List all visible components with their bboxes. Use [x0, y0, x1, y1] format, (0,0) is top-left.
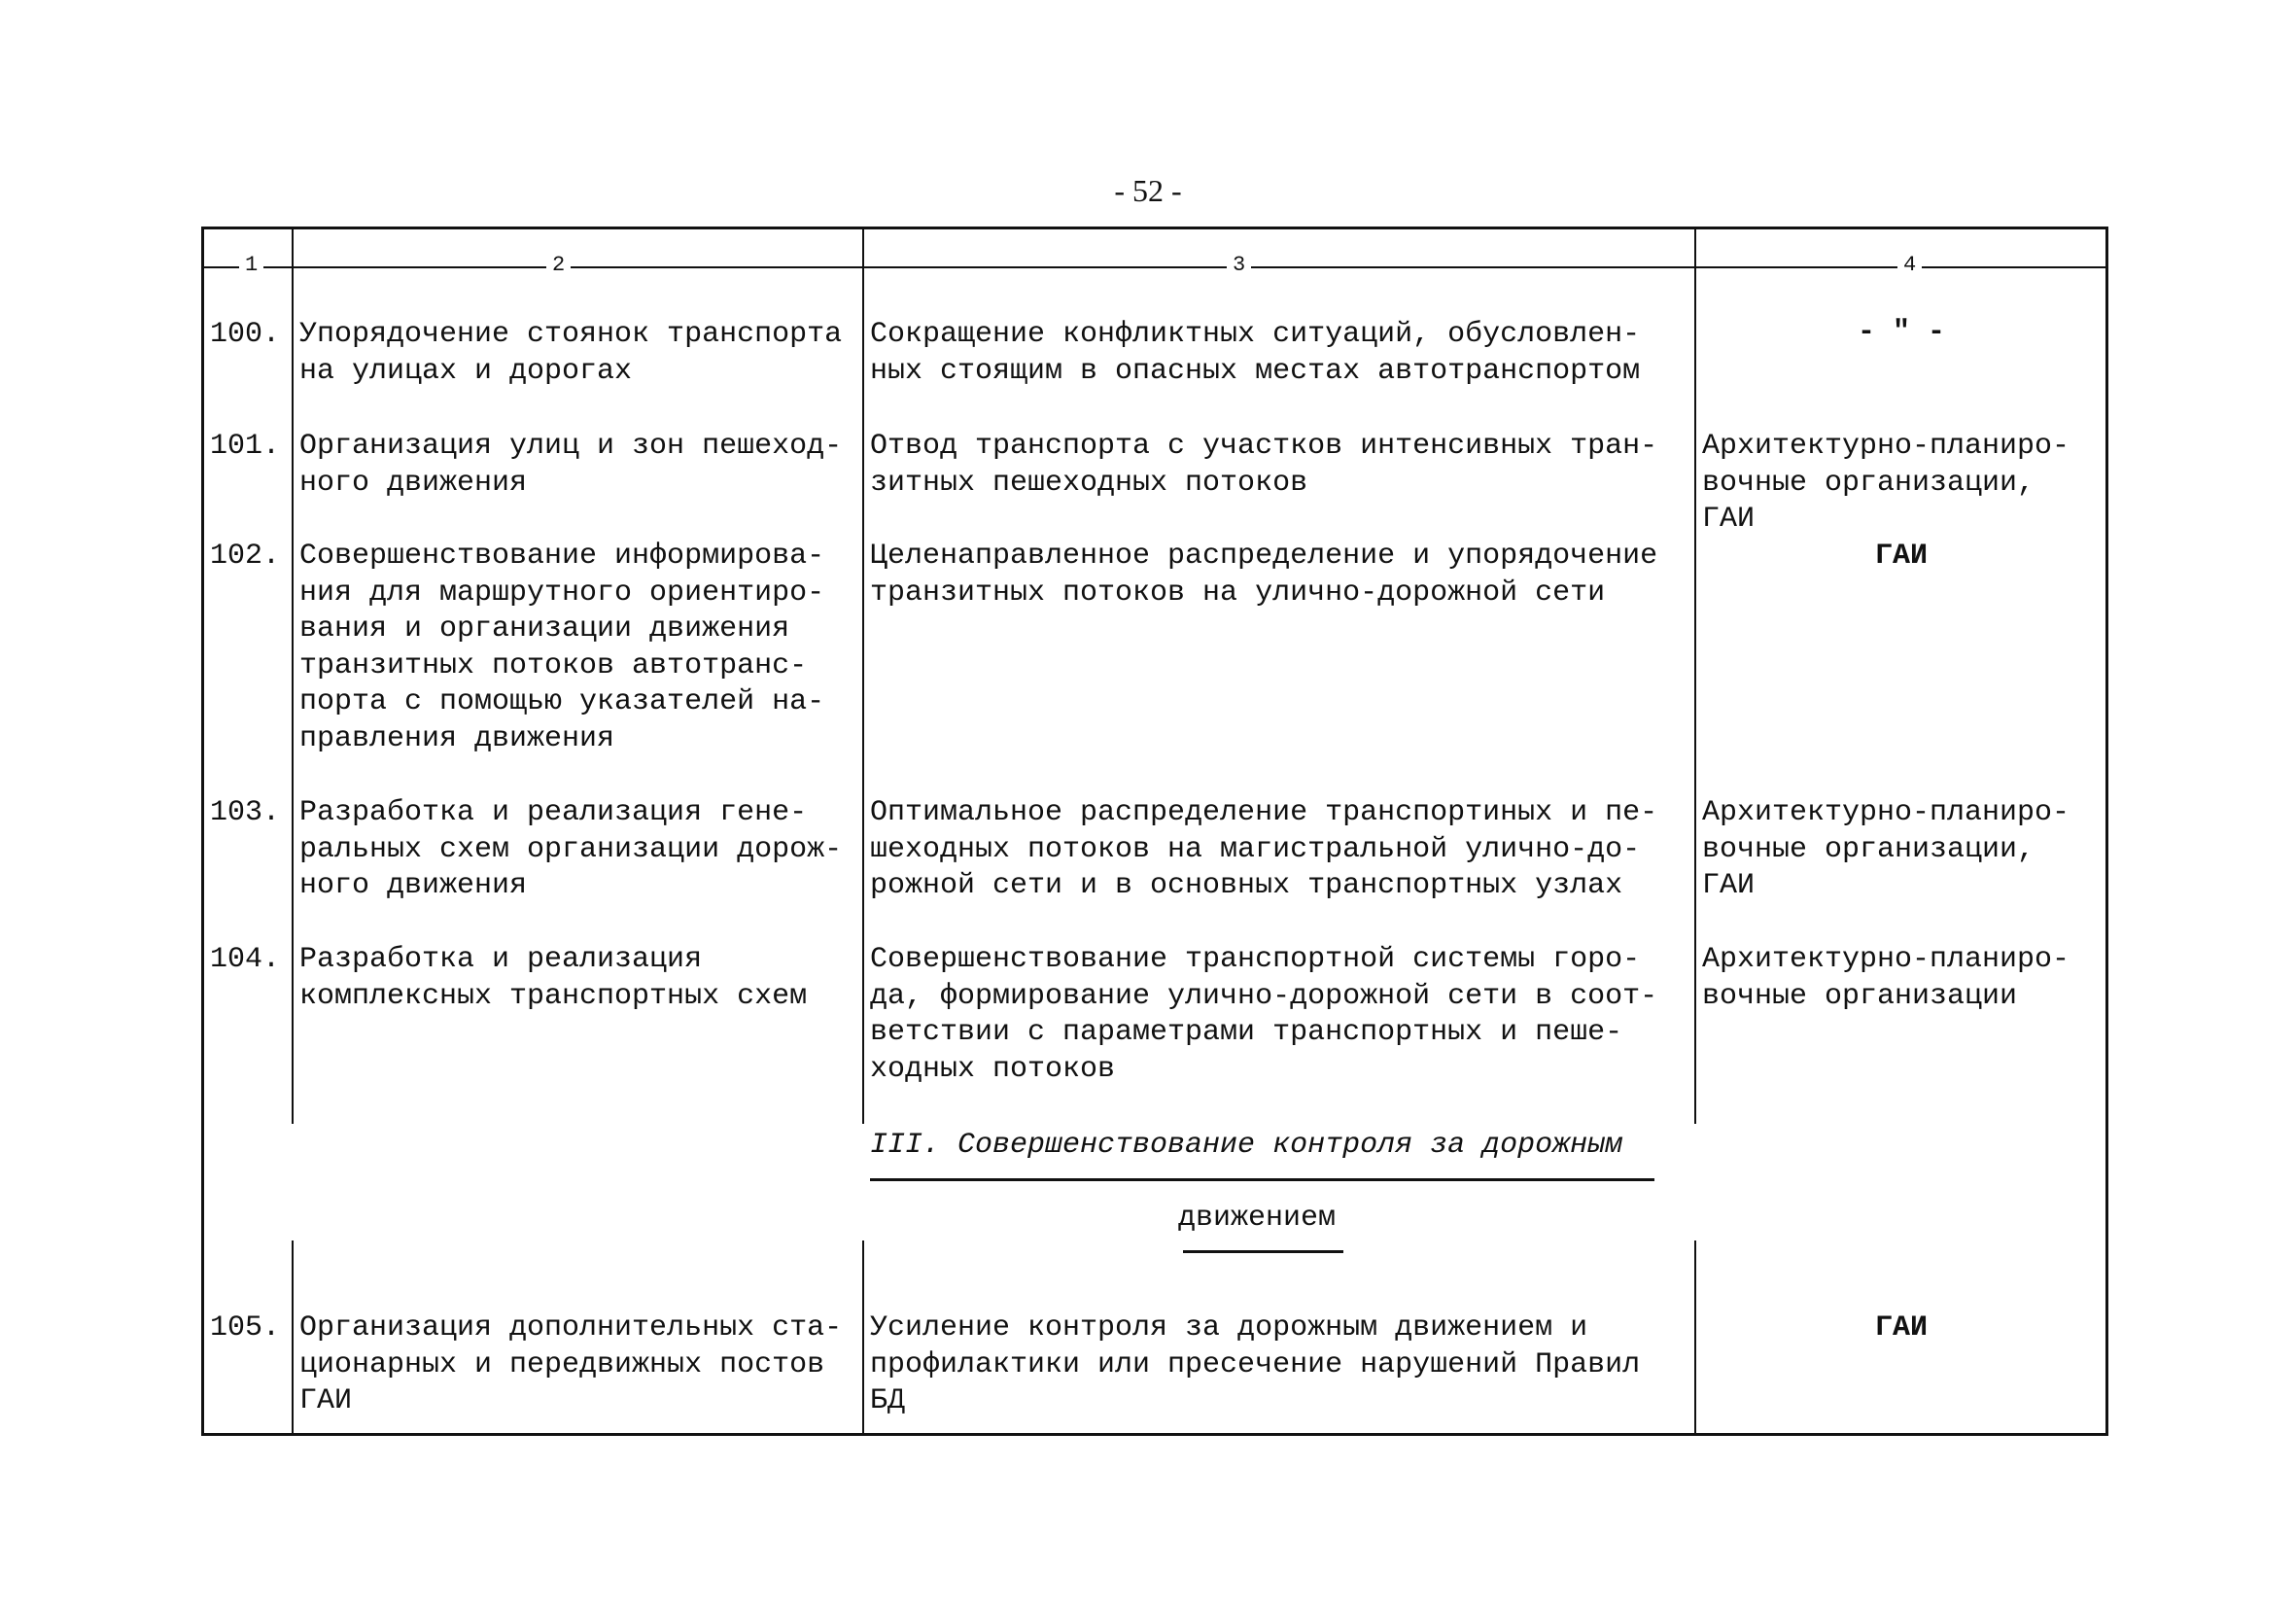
header-rule: [204, 266, 2105, 268]
column-number-1: 1: [239, 251, 263, 280]
row-105-number: 105.: [210, 1311, 281, 1345]
row-100-number: 100.: [210, 318, 281, 351]
row-104-measure: Разработка и реализация комплексных транспортных схем: [299, 943, 808, 1013]
column-divider-1: [292, 229, 294, 1124]
row-102-number: 102.: [210, 540, 281, 573]
column-divider-3: [1694, 229, 1696, 1124]
section-title-continued: движением: [1178, 1202, 1337, 1235]
page-number: - 52 -: [1114, 173, 1182, 208]
row-105-result: Усиление контроля за дорожным движением и профилактики или пресечение нарушений Правил БД: [870, 1311, 1641, 1417]
section-title: III. Совершенствование контроля за дорожным: [870, 1129, 1623, 1162]
row-103-measure: Разработка и реализация гене- ральных схем организации дорож- ного движения: [299, 796, 843, 902]
column-divider-2: [862, 229, 864, 1124]
row-104-executor: Архитектурно-планиро- вочные организации: [1702, 943, 2070, 1013]
row-102-executor: ГАИ: [1874, 540, 1928, 573]
row-100-measure: Упорядочение стоянок транспорта на улицах и дорогах: [299, 318, 843, 388]
row-101-result: Отвод транспорта с участков интенсивных тран- зитных пешеходных потоков: [870, 430, 1658, 500]
row-103-number: 103.: [210, 796, 281, 829]
row-100-executor: - " -: [1857, 316, 1945, 349]
column-divider-1-lower: [292, 1240, 294, 1436]
row-105-executor: ГАИ: [1874, 1311, 1928, 1345]
column-divider-2-lower: [862, 1240, 864, 1436]
row-103-result: Оптимальное распределение транспортиных и пе- шеходных потоков на магистральной улично-до- рожной сети и в основных транспортных узлах: [870, 796, 1658, 902]
measures-table: [201, 227, 2108, 1436]
row-104-result: Совершенствование транспортной системы горо- да, формирование улично-дорожной сети в соот- ветствии с параметрами транспортных и пеше- ходных потоков: [870, 943, 1658, 1086]
row-100-result: Сокращение конфликтных ситуаций, обусловлен- ных стоящим в опасных местах автотранспортом: [870, 318, 1641, 388]
row-101-number: 101.: [210, 430, 281, 463]
row-101-executor: Архитектурно-планиро- вочные организации, ГАИ: [1702, 430, 2070, 536]
section-title-underline: [870, 1178, 1654, 1181]
column-number-2: 2: [546, 251, 571, 280]
row-102-measure: Совершенствование информирова- ния для маршрутного ориентиро- вания и организации движения транзитных потоков автотранс- порта с помощью указателей на- правления движения: [299, 540, 825, 755]
row-103-executor: Архитектурно-планиро- вочные организации, ГАИ: [1702, 796, 2070, 902]
section-title-continued-underline: [1183, 1250, 1343, 1253]
column-divider-3-lower: [1694, 1240, 1696, 1436]
row-102-result: Целенаправленное распределение и упорядочение транзитных потоков на улично-дорожной сети: [870, 540, 1658, 610]
row-101-measure: Организация улиц и зон пешеход- ного движения: [299, 430, 843, 500]
column-number-4: 4: [1897, 251, 1922, 280]
row-104-number: 104.: [210, 943, 281, 976]
column-number-3: 3: [1227, 251, 1251, 280]
row-105-measure: Организация дополнительных ста- ционарных и передвижных постов ГАИ: [299, 1311, 843, 1417]
